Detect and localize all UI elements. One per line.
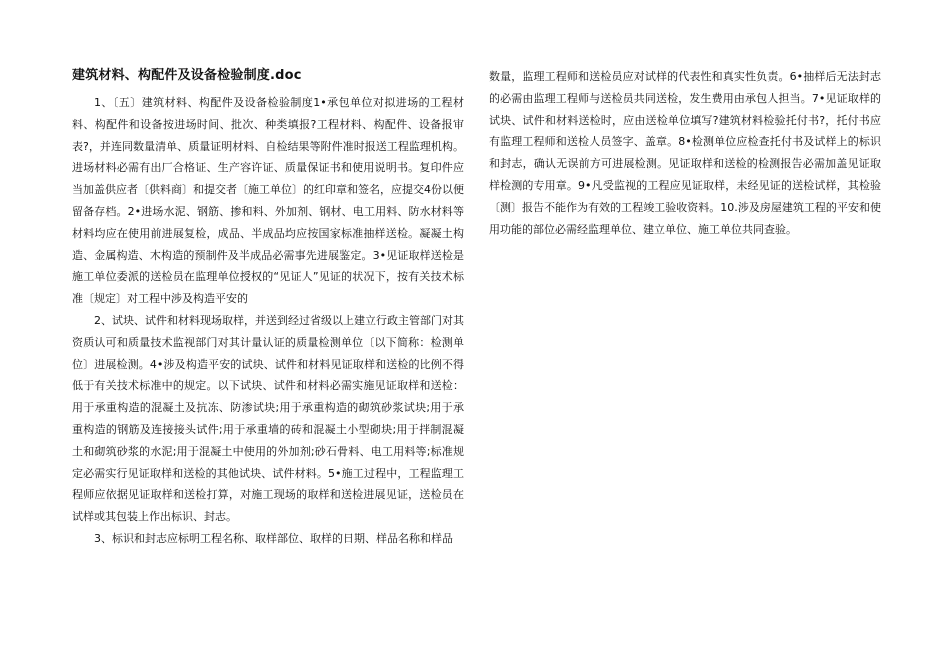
paragraph-3-continued: 数量，监理工程师和送检员应对试样的代表性和真实性负责。6•抽样后无法封志的必需由监理工程师与送检员共同送检，发生费用由承包人担当。7•见证取样的试块、试件和材料送检时，应由送检单位填写?建筑材料检验托付书?，托付书应有监理工程师和送检人员签字、盖章。8•检测单位应检查托付书及试样上的标识和封志，确认无误前方可进展检测。见证取样和送检的检测报告必需加盖见证取样检测的专用章。9•凡受监视的工程应见证取样，未经见证的送检试样，其检验〔测〕报告不能作为有效的工程竣工验收资料。10.涉及房屋建筑工程的平安和使用功能的部位必需经监理单位、建立单位、施工单位共同查验。	[489, 70, 881, 236]
paragraph-1: 1、〔五〕建筑材料、构配件及设备检验制度1•承包单位对拟进场的工程材料、构配件和设备按进场时间、批次、种类填报?工程材料、构配件、设备报审表?，并连同数量清单、质量证明材料、自检结果等附件准时报送工程监理机构。进场材料必需有出厂合格证、生产容许证、质量保证书和使用说明书。复印件应当加盖供应者〔供料商〕和提交者〔施工单位〕的红印章和签名，应提交4份以便留备存档。2•进场水泥、钢筋、掺和料、外加剂、钢材、电工用料、防水材料等材料均应在使用前进展复检，成品、半成品均应按国家标准抽样送检。凝凝土构造、金属构造、木构造的预制件及半成品必需事先进展鉴定。3•见证取样送检是施工单位委派的送检员在监理单位授权的“见证人”见证的状况下，按有关技术标准〔规定〕对工程中涉及构造平安的	[72, 96, 464, 306]
paragraph-2: 2、试块、试件和材料现场取样，并送到经过省级以上建立行政主管部门对其资质认可和质量技术监视部门对其计量认证的质量检测单位〔以下简称：检测单位〕进展检测。4•涉及构造平安的试块、试件和材料见证取样和送检的比例不得低于有关技术标准中的规定。以下试块、试件和材料必需实施见证取样和送检：用于承重构造的混凝土及抗冻、防渗试块;用于承重构造的砌筑砂浆试块;用于承重构造的钢筋及连接接头试件;用于承重墙的砖和混凝土小型砌块;用于拌制混凝土和砌筑砂浆的水泥;用于混凝土中使用的外加剂;砂石骨料、电工用料等;标准规定必需实行见证取样和送检的其他试块、试件材料。5•施工过程中，工程监理工程师应依据见证取样和送检打算，对施工现场的取样和送检进展见证，送检员在试样或其包装上作出标识、封志。	[72, 313, 464, 524]
document-title: 建筑材料、构配件及设备检验制度.doc	[72, 68, 302, 83]
right-column	[489, 66, 881, 240]
left-column	[72, 66, 464, 550]
paragraph-3: 3、标识和封志应标明工程名称、取样部位、取样的日期、样品名称和样品	[94, 531, 453, 545]
